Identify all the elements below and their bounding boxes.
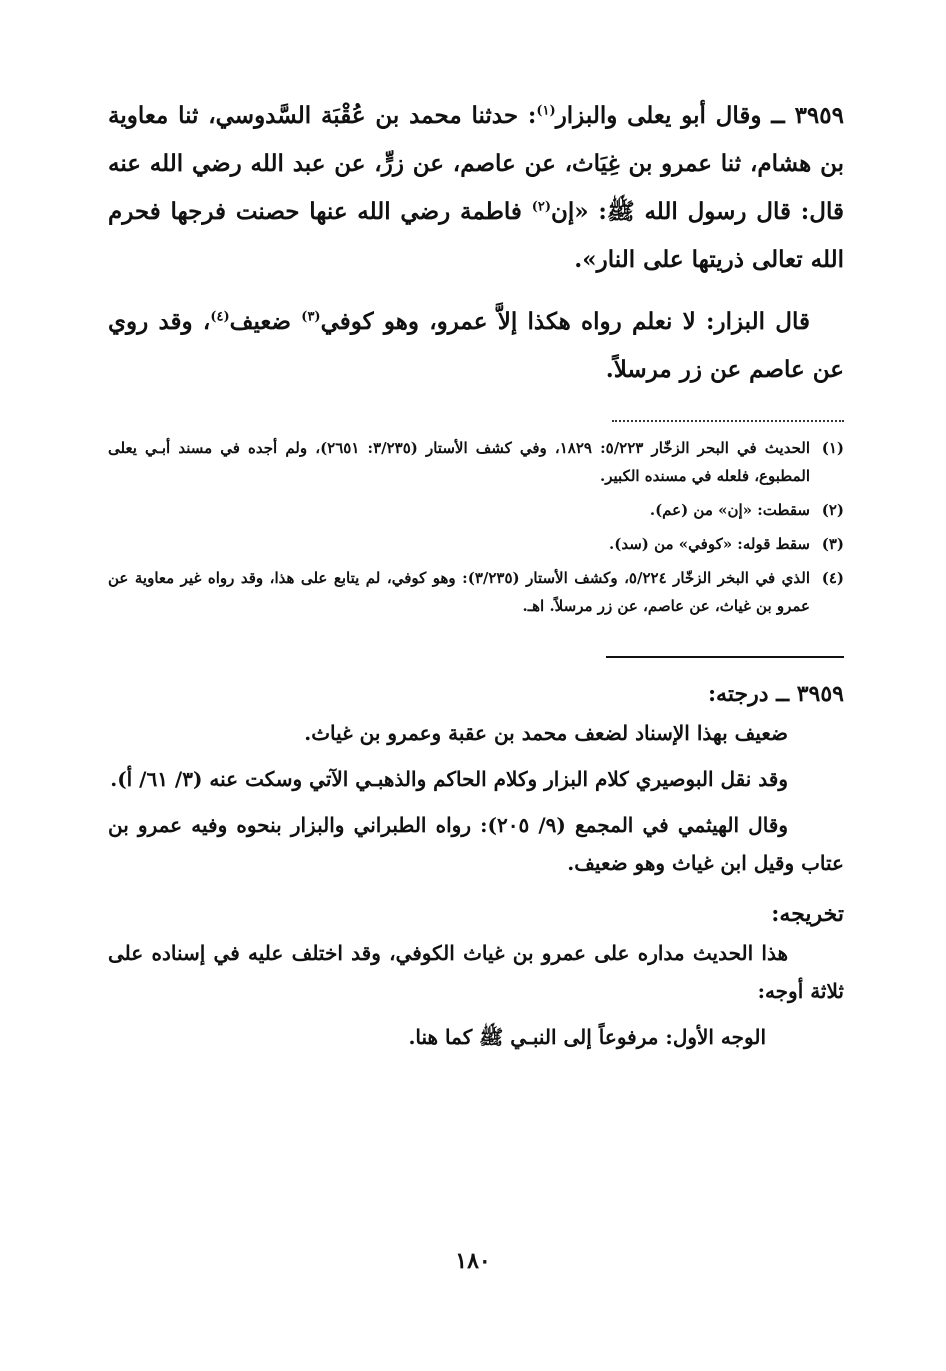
footnote-number: (٤) bbox=[821, 569, 844, 587]
footnotes bbox=[108, 434, 844, 620]
footnote-text: سقط قوله: «كوفي» من (سد). bbox=[609, 535, 810, 553]
hadith-text-end: فاطمة رضي الله عنها حصنت فرجها فحرم الله تعالى ذريتها على النار». bbox=[108, 198, 844, 273]
hadith-intro: ٣٩٥٩ ــ وقال أبو يعلى والبزار bbox=[555, 102, 844, 129]
grade-line-3: وقال الهيثمي في المجمع (٩/ ٢٠٥): رواه الطبراني والبزار بنحوه وفيه عمرو بن عتاب وقيل ابن غياث وهو ضعيف. bbox=[108, 813, 844, 875]
page-body bbox=[108, 92, 844, 1056]
grade-line-2: وقد نقل البوصيري كلام البزار وكلام الحاكم والذهبـي الآتي وسكت عنه (٣/ ٦١/ أ). bbox=[110, 767, 788, 791]
takhrij-heading: تخريجه: bbox=[771, 901, 844, 927]
page-number: ١٨٠ bbox=[455, 1248, 491, 1274]
bazzar-comment bbox=[108, 298, 844, 394]
footnote-number: (١) bbox=[821, 439, 844, 457]
footnote-3 bbox=[108, 530, 844, 558]
footnote-number: (٣) bbox=[821, 535, 844, 553]
bazzar-comment-b: ضعيف bbox=[229, 308, 302, 335]
footnote-text: الحديث في البحر الزخّار ٥/٢٢٣: ١٨٢٩، وفي كشف الأستار (٣/٢٣٥: ٢٦٥١)، ولم أجده في مسند أبـي يعلى المطبوع، فلعله في مسنده الكبير. bbox=[108, 439, 810, 485]
bazzar-comment-c: ، وقد روي عن عاصم عن زر مرسلاً. bbox=[108, 308, 844, 383]
footnote-4 bbox=[108, 564, 844, 620]
hadith-chain: : حدثنا محمد بن عُقْبَة السَّدوسي، ثنا معاوية بن هشام، ثنا عمرو بن غِيَاث، عن عاصم، عن زرٍّ، عن عبد الله رضي الله عنه قال: قال رسول الله ﷺ: «إن bbox=[108, 102, 844, 225]
takhrij-line-1: هذا الحديث مداره على عمرو بن غياث الكوفي، وقد اختلف عليه في إسناده على ثلاثة أوجه: bbox=[108, 941, 844, 1003]
footnote-ref-3: (٣) bbox=[301, 309, 321, 325]
section-rule bbox=[606, 656, 844, 658]
grade-heading: ٣٩٥٩ ــ درجته: bbox=[707, 681, 844, 707]
footnote-1 bbox=[108, 434, 844, 490]
footnote-ref-1: (١) bbox=[536, 103, 556, 119]
footnote-2 bbox=[108, 496, 844, 524]
footnote-number: (٢) bbox=[821, 501, 844, 519]
footnote-text: الذي في البخر الزخّار ٥/٢٢٤، وكشف الأستار (٣/٢٣٥): وهو كوفي، لم يتابع على هذا، وقد رواه غير معاوية عن عمرو بن غياث، عن عاصم، عن زر مرسلاً. اهـ. bbox=[108, 569, 811, 615]
bazzar-comment-a: قال البزار: لا نعلم رواه هكذا إلاَّ عمرو، وهو كوفي bbox=[320, 308, 810, 335]
hadith-paragraph bbox=[108, 92, 844, 284]
footnote-text: سقطت: «إن» من (عم). bbox=[649, 501, 810, 519]
footnote-ref-2: (٢) bbox=[531, 199, 551, 215]
footnote-ref-4: (٤) bbox=[210, 309, 230, 325]
grade-line-1: ضعيف بهذا الإسناد لضعف محمد بن عقبة وعمرو بن غياث. bbox=[304, 721, 788, 745]
takhrij-line-2: الوجه الأول: مرفوعاً إلى النبـي ﷺ كما هنا. bbox=[408, 1025, 766, 1049]
footnote-separator bbox=[612, 420, 844, 422]
